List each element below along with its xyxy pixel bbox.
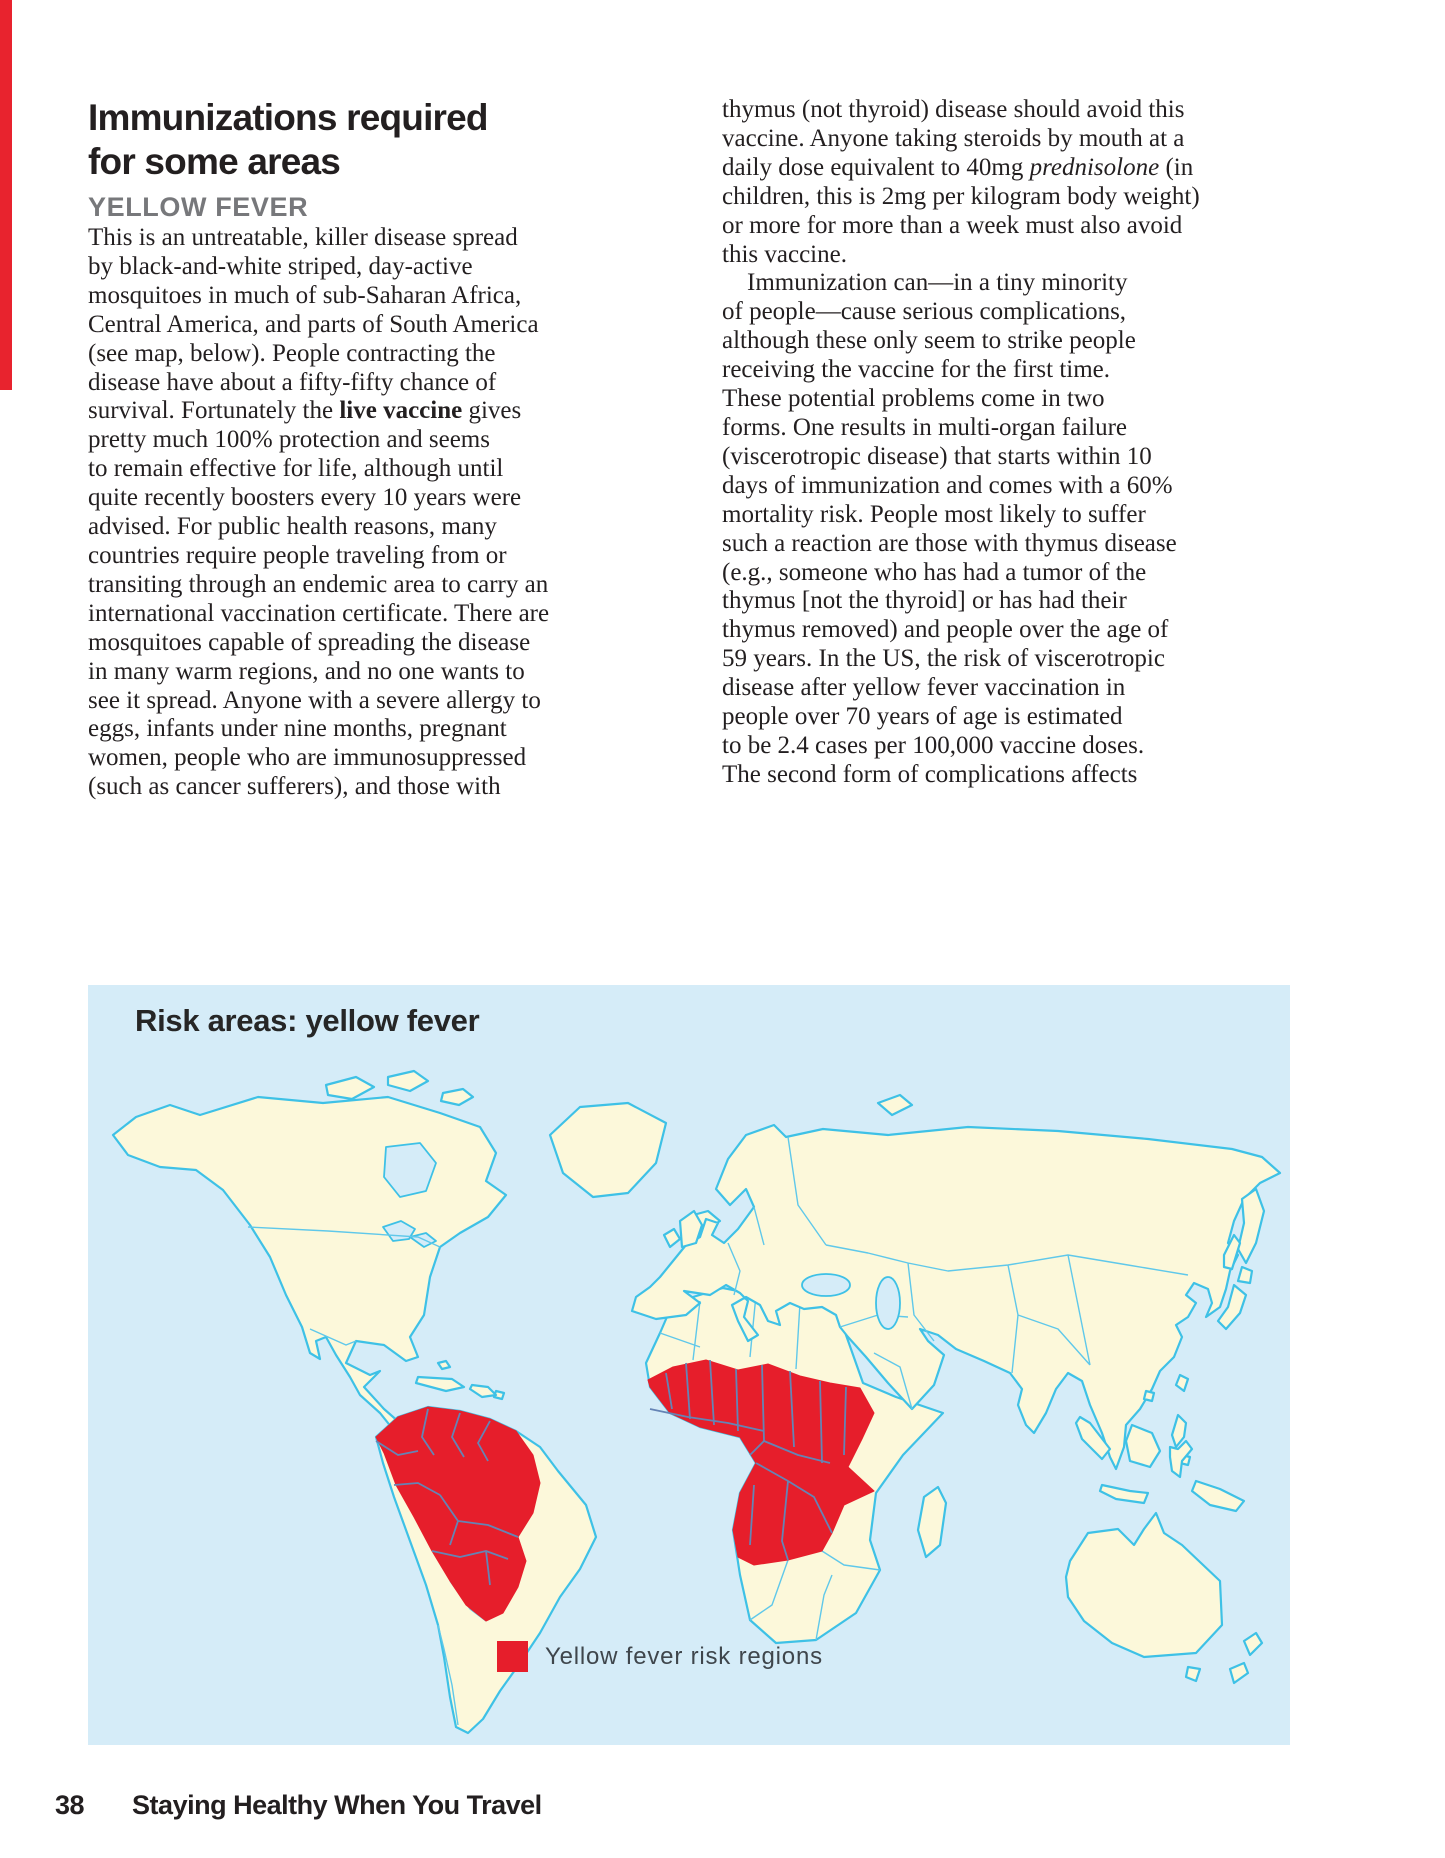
text-line: thymus [not the thyroid] or has had their — [722, 587, 1127, 615]
text-line: to be 2.4 cases per 100,000 vaccine doses. — [722, 731, 1145, 759]
text-line: pretty much 100% protection and seems — [88, 426, 490, 454]
book-title: Staying Healthy When You Travel — [132, 1790, 542, 1820]
chapter-edge-tab — [0, 0, 12, 390]
risk-map-panel — [88, 985, 1290, 1745]
text-line: 59 years. In the US, the risk of viscerotropic — [722, 645, 1165, 673]
novaya-zemlya — [878, 1095, 912, 1115]
text-line: Immunization can—in a tiny minority — [722, 269, 1128, 297]
page-number: 38 — [55, 1790, 85, 1820]
text-line: such a reaction are those with thymus disease — [722, 529, 1177, 557]
text-line: see it spread. Anyone with a severe allergy to — [88, 686, 541, 714]
text-line: to remain effective for life, although until — [88, 455, 504, 483]
text-line: forms. One results in multi-organ failure — [722, 413, 1128, 441]
text-line: eggs, infants under nine months, pregnant — [88, 715, 507, 743]
text-line: These potential problems come in two — [722, 385, 1105, 413]
new-zealand — [1230, 1633, 1262, 1683]
text-line: disease after yellow fever vaccination in — [722, 674, 1126, 702]
text-line: days of immunization and comes with a 60% — [722, 471, 1173, 499]
text-line: survival. Fortunately the live vaccine gives — [88, 397, 522, 425]
text-line: in many warm regions, and no one wants to — [88, 657, 525, 685]
text-line: quite recently boosters every 10 years were — [88, 484, 522, 512]
text-line: (see map, below). People contracting the — [88, 339, 496, 367]
tasmania — [1186, 1667, 1200, 1681]
section-heading: YELLOW FEVER — [88, 192, 309, 222]
caribbean-islands — [416, 1361, 504, 1399]
java — [1100, 1485, 1148, 1503]
text-line: vaccine. Anyone taking steroids by mouth at a — [722, 124, 1185, 152]
text-line: international vaccination certificate. There are — [88, 599, 550, 627]
text-line: thymus removed) and people over the age of — [722, 616, 1169, 644]
text-line: daily dose equivalent to 40mg prednisolone (in — [722, 153, 1194, 181]
text-line: Central America, and parts of South America — [88, 310, 539, 338]
text-line: advised. For public health reasons, many — [88, 513, 497, 541]
greenland — [550, 1103, 666, 1197]
text-line: or more for more than a week must also avoid — [722, 211, 1183, 239]
black-sea — [802, 1274, 850, 1296]
world-map — [88, 985, 1290, 1745]
borneo — [1126, 1425, 1160, 1467]
legend-label: Yellow fever risk regions — [545, 1642, 823, 1670]
text-line: receiving the vaccine for the first time. — [722, 356, 1111, 384]
kamchatka — [1238, 1189, 1264, 1263]
map-legend — [497, 1641, 823, 1672]
map-title: Risk areas: yellow fever — [135, 1003, 480, 1038]
text-line: mosquitoes capable of spreading the disease — [88, 628, 531, 656]
text-line: mortality risk. People most likely to suffer — [722, 500, 1146, 528]
text-line: although these only seem to strike people — [722, 327, 1136, 355]
text-line: women, people who are immunosuppressed — [88, 744, 527, 772]
text-line: The second form of complications affects — [722, 760, 1138, 788]
page-title — [88, 96, 488, 184]
text-line: (e.g., someone who has had a tumor of the — [722, 558, 1147, 586]
text-line: this vaccine. — [722, 240, 847, 268]
text-line: (such as cancer sufferers), and those with — [88, 773, 501, 801]
text-line: children, this is 2mg per kilogram body weight) — [722, 182, 1200, 210]
text-line: This is an untreatable, killer disease spread — [88, 224, 518, 251]
text-line: thymus (not thyroid) disease should avoid this — [722, 96, 1185, 123]
text-line: of people—cause serious complications, — [722, 298, 1127, 326]
risk-region-swatch — [497, 1641, 528, 1672]
caspian-sea — [876, 1277, 900, 1329]
body-text-right-column — [722, 96, 1300, 790]
text-line: by black-and-white striped, day-active — [88, 252, 473, 280]
australia — [1066, 1513, 1222, 1657]
text-line: disease have about a fifty-fifty chance of — [88, 368, 497, 396]
page-title-line1: Immunizations required — [88, 97, 488, 138]
text-line: transiting through an endemic area to carry an — [88, 570, 549, 598]
madagascar — [918, 1487, 946, 1557]
body-text-left-column — [88, 224, 603, 802]
text-line: (viscerotropic disease) that starts within 10 — [722, 442, 1152, 470]
text-line: countries require people traveling from or — [88, 541, 507, 569]
text-line: people over 70 years of age is estimated — [722, 703, 1123, 731]
page-footer — [55, 1790, 542, 1821]
text-line: mosquitoes in much of sub-Saharan Africa, — [88, 281, 522, 309]
page-title-line2: for some areas — [88, 141, 341, 182]
new-guinea — [1192, 1481, 1244, 1511]
british-isles — [664, 1211, 702, 1247]
